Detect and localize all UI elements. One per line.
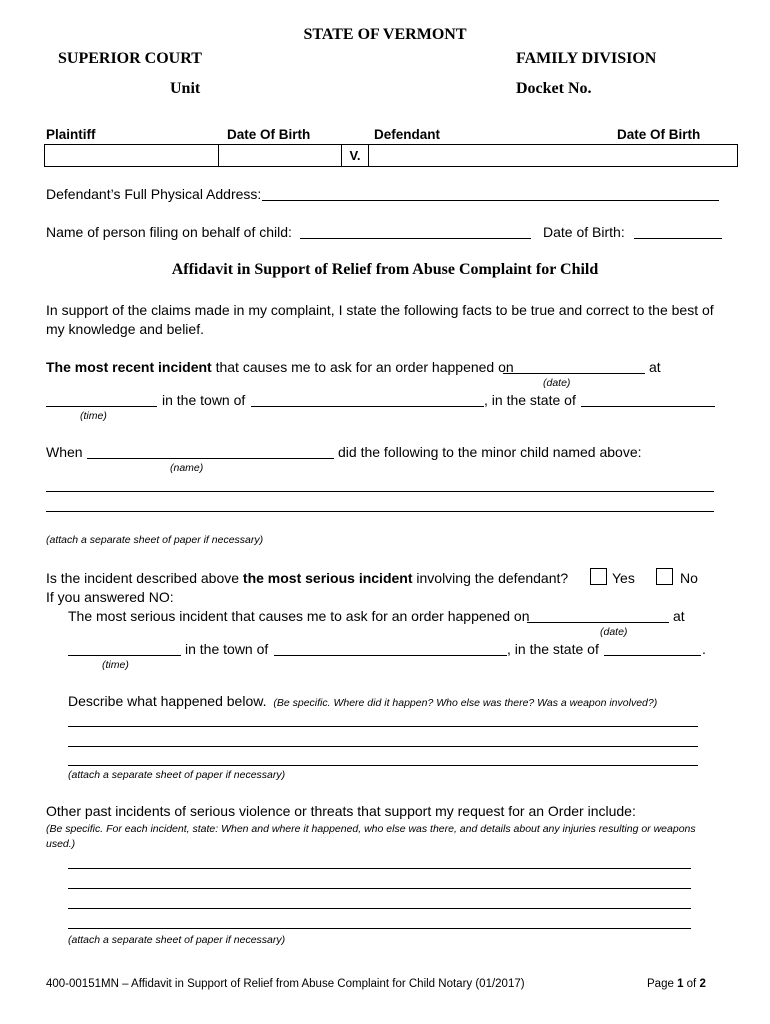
other-incidents-heading: Other past incidents of serious violence or threats that support my request for an Order include:: [46, 803, 636, 819]
no-checkbox[interactable]: [656, 568, 673, 585]
filer-name-field[interactable]: [300, 238, 531, 239]
filer-dob-label: Date of Birth:: [543, 224, 625, 240]
recent-description-line-2[interactable]: [46, 511, 714, 512]
division-heading: FAMILY DIVISION: [516, 50, 657, 67]
serious-incident-line: The most serious incident that causes me to ask for an order happened on: [68, 608, 530, 624]
state-heading: STATE OF VERMONT: [303, 26, 467, 43]
serious-time-field[interactable]: [68, 655, 181, 656]
serious-question-post: involving the defendant?: [412, 570, 569, 586]
when-label: When: [46, 444, 83, 460]
recent-time-field[interactable]: [46, 406, 157, 407]
serious-question: [46, 570, 568, 586]
serious-town-field[interactable]: [274, 655, 507, 656]
plaintiff-field[interactable]: [44, 144, 219, 167]
describe-row: [68, 693, 657, 709]
affidavit-title: Affidavit in Support of Relief from Abuse Complaint for Child: [171, 261, 599, 278]
serious-description-line-1[interactable]: [68, 726, 698, 727]
describe-label: Describe what happened below.: [68, 693, 267, 709]
page-number: 1: [677, 978, 684, 990]
serious-attach-note: (attach a separate sheet of paper if necessary): [68, 769, 286, 781]
recent-incident-bold: The most recent incident: [46, 359, 212, 375]
filer-row: [46, 224, 292, 240]
filer-label: Name of person filing on behalf of child:: [46, 224, 292, 240]
address-label: Defendant’s Full Physical Address:: [46, 186, 262, 202]
address-row: [46, 186, 261, 202]
serious-description-line-2[interactable]: [68, 746, 698, 747]
defendant-dob-label: Date Of Birth: [617, 127, 701, 142]
other-description-line-4[interactable]: [68, 928, 691, 929]
serious-town-label: in the town of: [185, 641, 269, 657]
page-indicator: [647, 978, 706, 990]
yes-checkbox[interactable]: [590, 568, 607, 585]
other-incidents-hint: (Be specific. For each incident, state: When and where it happened, who else was there, and details about any injuries resulting or weapons used.): [46, 823, 696, 850]
other-description-line-1[interactable]: [68, 868, 691, 869]
recent-date-hint: (date): [543, 377, 571, 389]
yes-label: Yes: [612, 570, 635, 586]
if-no-label: If you answered NO:: [46, 589, 174, 605]
court-heading: SUPERIOR COURT: [58, 50, 202, 67]
page-prefix: Page: [647, 978, 678, 990]
serious-at: at: [673, 608, 685, 624]
recent-incident-text: that causes me to ask for an order happened on: [211, 359, 514, 375]
versus-cell: V.: [341, 144, 369, 167]
recent-name-field[interactable]: [87, 458, 334, 459]
recent-town-label: in the town of: [162, 392, 246, 408]
name-hint: (name): [170, 462, 204, 474]
serious-description-line-3[interactable]: [68, 765, 698, 766]
recent-state-label: , in the state of: [484, 392, 576, 408]
recent-date-field[interactable]: [503, 373, 645, 374]
page-total: 2: [699, 978, 706, 990]
other-description-line-3[interactable]: [68, 908, 691, 909]
recent-at: at: [649, 359, 661, 375]
other-description-line-2[interactable]: [68, 888, 691, 889]
serious-question-pre: Is the incident described above: [46, 570, 243, 586]
other-attach-note: (attach a separate sheet of paper if necessary): [68, 934, 286, 946]
serious-period: .: [702, 641, 706, 657]
no-label: No: [680, 570, 698, 586]
plaintiff-label: Plaintiff: [46, 127, 96, 142]
recent-attach-note: (attach a separate sheet of paper if necessary): [46, 534, 264, 546]
filer-dob-field[interactable]: [634, 238, 722, 239]
recent-state-field[interactable]: [581, 406, 715, 407]
serious-date-hint: (date): [600, 626, 628, 638]
did-following-label: did the following to the minor child named above:: [338, 444, 642, 460]
defendant-label: Defendant: [374, 127, 441, 142]
recent-time-hint: (time): [80, 410, 107, 422]
serious-time-hint: (time): [102, 659, 129, 671]
defendant-field[interactable]: [368, 144, 738, 167]
address-field[interactable]: [262, 200, 719, 201]
describe-hint: (Be specific. Where did it happen? Who else was there? Was a weapon involved?): [273, 697, 658, 709]
docket-label: Docket No.: [516, 80, 592, 97]
page-mid: of: [683, 978, 700, 990]
intro-paragraph: In support of the claims made in my complaint, I state the following facts to be true and correct to the best of my knowledge and belief.: [46, 302, 714, 337]
form-id: 400-00151MN – Affidavit in Support of Relief from Abuse Complaint for Child Notary (01/2017): [46, 978, 525, 990]
filer-dob-row: [543, 224, 625, 240]
recent-description-line-1[interactable]: [46, 491, 714, 492]
plaintiff-dob-label: Date Of Birth: [227, 127, 311, 142]
serious-date-field[interactable]: [527, 622, 669, 623]
recent-town-field[interactable]: [251, 406, 484, 407]
serious-state-field[interactable]: [604, 655, 701, 656]
serious-question-bold: the most serious incident: [242, 570, 413, 586]
unit-label: Unit: [170, 80, 201, 97]
recent-incident-row: [46, 359, 514, 375]
plaintiff-dob-field[interactable]: [218, 144, 342, 167]
serious-state-label: , in the state of: [507, 641, 599, 657]
